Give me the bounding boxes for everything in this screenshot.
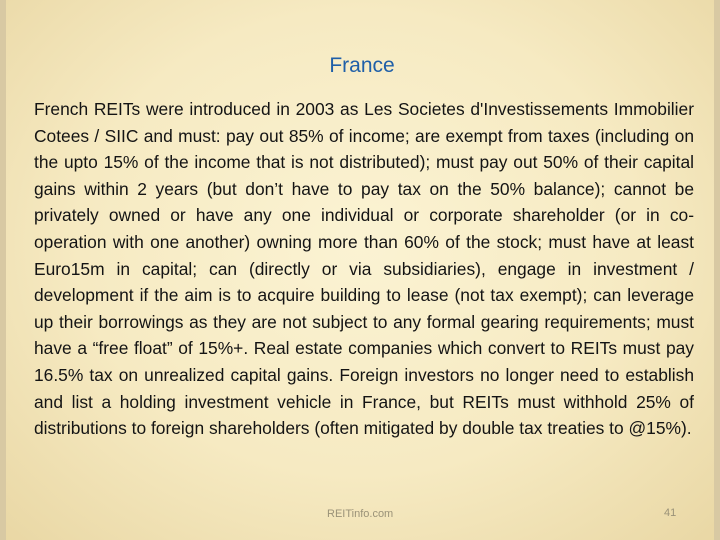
- page-number: 41: [664, 507, 677, 519]
- slide-body-text: French REITs were introduced in 2003 as Les Societes d'Investissements Immobilier Cotees / SIIC and must: pay out 85% of income; are exempt from taxes (including on the upto 15% of the income that is not distributed); must pay out 50% of their capital gains within 2 years (but don’t have to pay tax on the 50% balance); cannot be privately owned or have any one individual or corporate shareholder (or in co-operation with one another) owning more than 60% of the stock; must have at least Euro15m in capital; can (directly or via subsidiaries), engage in investment / development if the aim is to acquire building to lease (not tax exempt); can leverage up their borrowings as they are not subject to any formal gearing requirements; must have a “free float” of 15%+. Real estate companies which convert to REITs must pay 16.5% tax on unrealized capital gains. Foreign investors no longer need to establish and list a holding investment vehicle in France, but REITs must withhold 25% of distributions to foreign shareholders (often mitigated by double tax treaties to @15%).: [34, 99, 694, 439]
- slide-title: France: [329, 54, 395, 77]
- footer-source: REITinfo.com: [327, 508, 394, 520]
